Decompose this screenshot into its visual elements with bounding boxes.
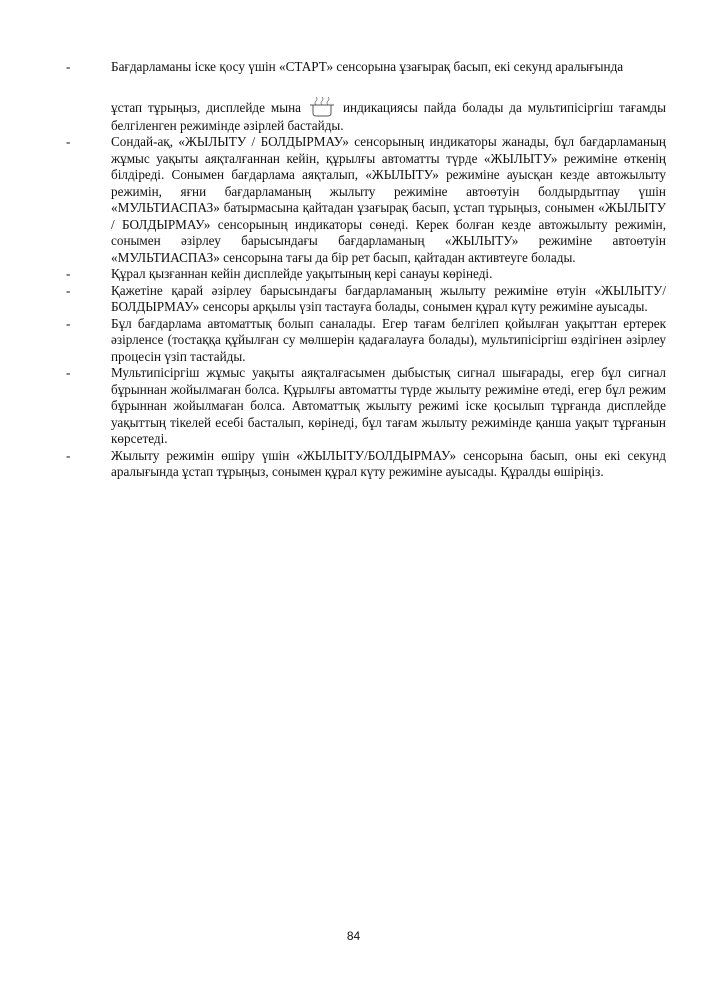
list-item — [66, 365, 666, 448]
list-bullet: - — [66, 282, 71, 298]
list-item — [66, 134, 666, 266]
list-bullet: - — [66, 59, 71, 74]
list-item-text: Жылыту режимін өшіру үшін «ЖЫЛЫТУ/БОЛДЫРМАУ» сенсорына басып, оны екі секунд аралығында ұстап тұрыңыз, сонымен құрал күту режиміне ауысады. Құралды өшіріңіз. — [111, 447, 666, 479]
page-number: 84 — [346, 929, 361, 943]
list-item — [66, 266, 666, 283]
list-bullet: - — [66, 266, 71, 281]
list-item-text: индикациясы пайда болады да мультипісіргіш тағамды белгіленген режимінде әзірлей бастайды. — [111, 99, 666, 133]
list-item-text: Құрал қызғаннан кейін дисплейде уақытының кері санауы көрінеді. — [111, 266, 493, 281]
list-item-text: Сондай-ақ, «ЖЫЛЫТУ / БОЛДЫРМАУ» сенсорының индикаторы жанады, бұл бағдарламаның жұмыс уақыты аяқталғаннан кейін, құрылғы автоматты түрде «ЖЫЛЫТУ» режиміне өткенің білдіреді. Сонымен бағдарлама аяқталып, «ЖЫЛЫТУ» режиміне ауысқан кезде автожылыту режимін, яғни бағдарламаның жылыту режиміне автоөтуін болдырдытпау үшін «МУЛЬТИАСПАЗ» батырмасына қайтадан ұзағырақ басып, ұстап тұрыңыз, сонымен «ЖЫЛЫТУ / БОЛДЫРМАУ» сенсорының индикаторы сөнеді. Керек болған кезде автожылыту режимін, сонымен әзірлеу барысындағы бағдарламаның «ЖЫЛЫТУ» режиміне автоөтуін «МУЛЬТИАСПАЗ» сенсорына тағы да бір рет басып, қайтадан активтеуге болады. — [111, 134, 666, 265]
list-bullet: - — [66, 134, 71, 149]
pot-steam-icon — [307, 96, 337, 118]
indicator-line — [111, 96, 666, 135]
list-item-text: Бағдарламаны іске қосу үшін «СТАРТ» сенсорына ұзағырақ басып, екі секунд аралығында — [111, 59, 624, 74]
list-item — [66, 316, 666, 366]
list-item-text: ұстап тұрыңыз, дисплейде мына — [111, 99, 301, 115]
list-bullet: - — [66, 447, 71, 463]
list-item-text: Қажетіне қарай әзірлеу барысындағы бағдарламаның жылыту режиміне өтуін «ЖЫЛЫТУ/БОЛДЫРМАУ» сенсоры арқылы үзіп тастауға болады, сонымен құрал күту режиміне ауысады. — [111, 282, 666, 314]
list-item — [66, 448, 666, 481]
list-item — [66, 283, 666, 316]
list-bullet: - — [66, 365, 71, 380]
list-item-text: Бұл бағдарлама автоматтық болып саналады. Егер тағам белгілеп қойылған уақыттан ертерек әзірленсе (тостаққа құйылған су мөлшерін қадағалауға болады), мультипісіргіш өздігінен әзірлеу процесін үзіп тастайды. — [111, 315, 666, 364]
list-item — [66, 59, 666, 134]
list-bullet: - — [66, 315, 71, 331]
instruction-list — [66, 59, 666, 481]
list-item-text: Мультипісіргіш жұмыс уақыты аяқталғасымен дыбыстық сигнал шығарады, егер бұл сигнал бұрыннан жойылмаған болса. Құрылғы автоматты түрде жылыту режиміне өтеді, егер бұл режим бұрыннан жойылмаған болса. Автоматтық жылыту режимі іске қосылып тұрғанда дисплейде уақыттың тікелей есебі басталып, көрінеді, бұл тағам жылыту режимінде қанша уақыт тұрғанын көрсетеді. — [111, 365, 666, 446]
